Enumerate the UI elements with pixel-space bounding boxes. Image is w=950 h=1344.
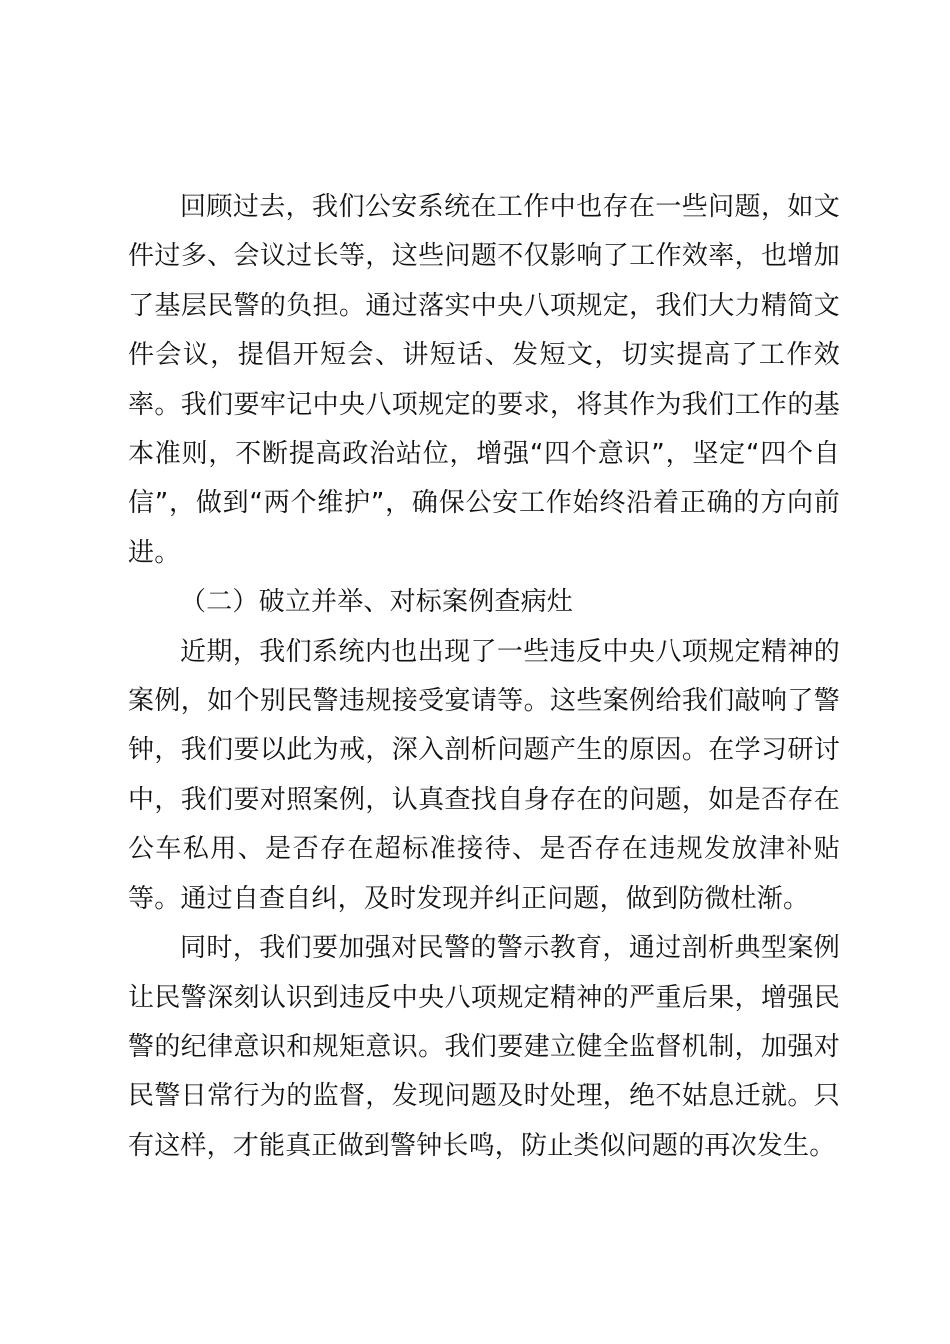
paragraph-review: 回顾过去，我们公安系统在工作中也存在一些问题，如文件过多、会议过长等，这些问题不仅影响了工作效率，也增加了基层民警的负担。通过落实中央八项规定，我们大力精简文件会议，提倡开短会、讲短话、发短文，切实提高了工作效率。我们要牢记中央八项规定的要求，将其作为我们工作的基本准则，不断提高政治站位，增强“四个意识”，坚定“四个自信”，做到“两个维护”，确保公安工作始终沿着正确的方向前进。 [128,192,840,568]
document-body [128,183,840,1171]
section-heading: （二）破立并举、对标案例查病灶 [180,587,574,618]
paragraph-cases: 近期，我们系统内也出现了一些违反中央八项规定精神的案例，如个别民警违规接受宴请等。这些案例给我们敲响了警钟，我们要以此为戒，深入剖析问题产生的原因。在学习研讨中，我们要对照案例，认真查找自身存在的问题，如是否存在公车私用、是否存在超标准接待、是否存在违规发放津补贴等。通过自查自纠，及时发现并纠正问题，做到防微杜渐。 [128,636,840,914]
paragraph-warning-education: 同时，我们要加强对民警的警示教育，通过剖析典型案例让民警深刻认识到违反中央八项规定精神的严重后果，增强民警的纪律意识和规矩意识。我们要建立健全监督机制，加强对民警日常行为的监督，发现问题及时处理，绝不姑息迁就。只有这样，才能真正做到警钟长鸣，防止类似问题的再次发生。 [128,933,840,1161]
